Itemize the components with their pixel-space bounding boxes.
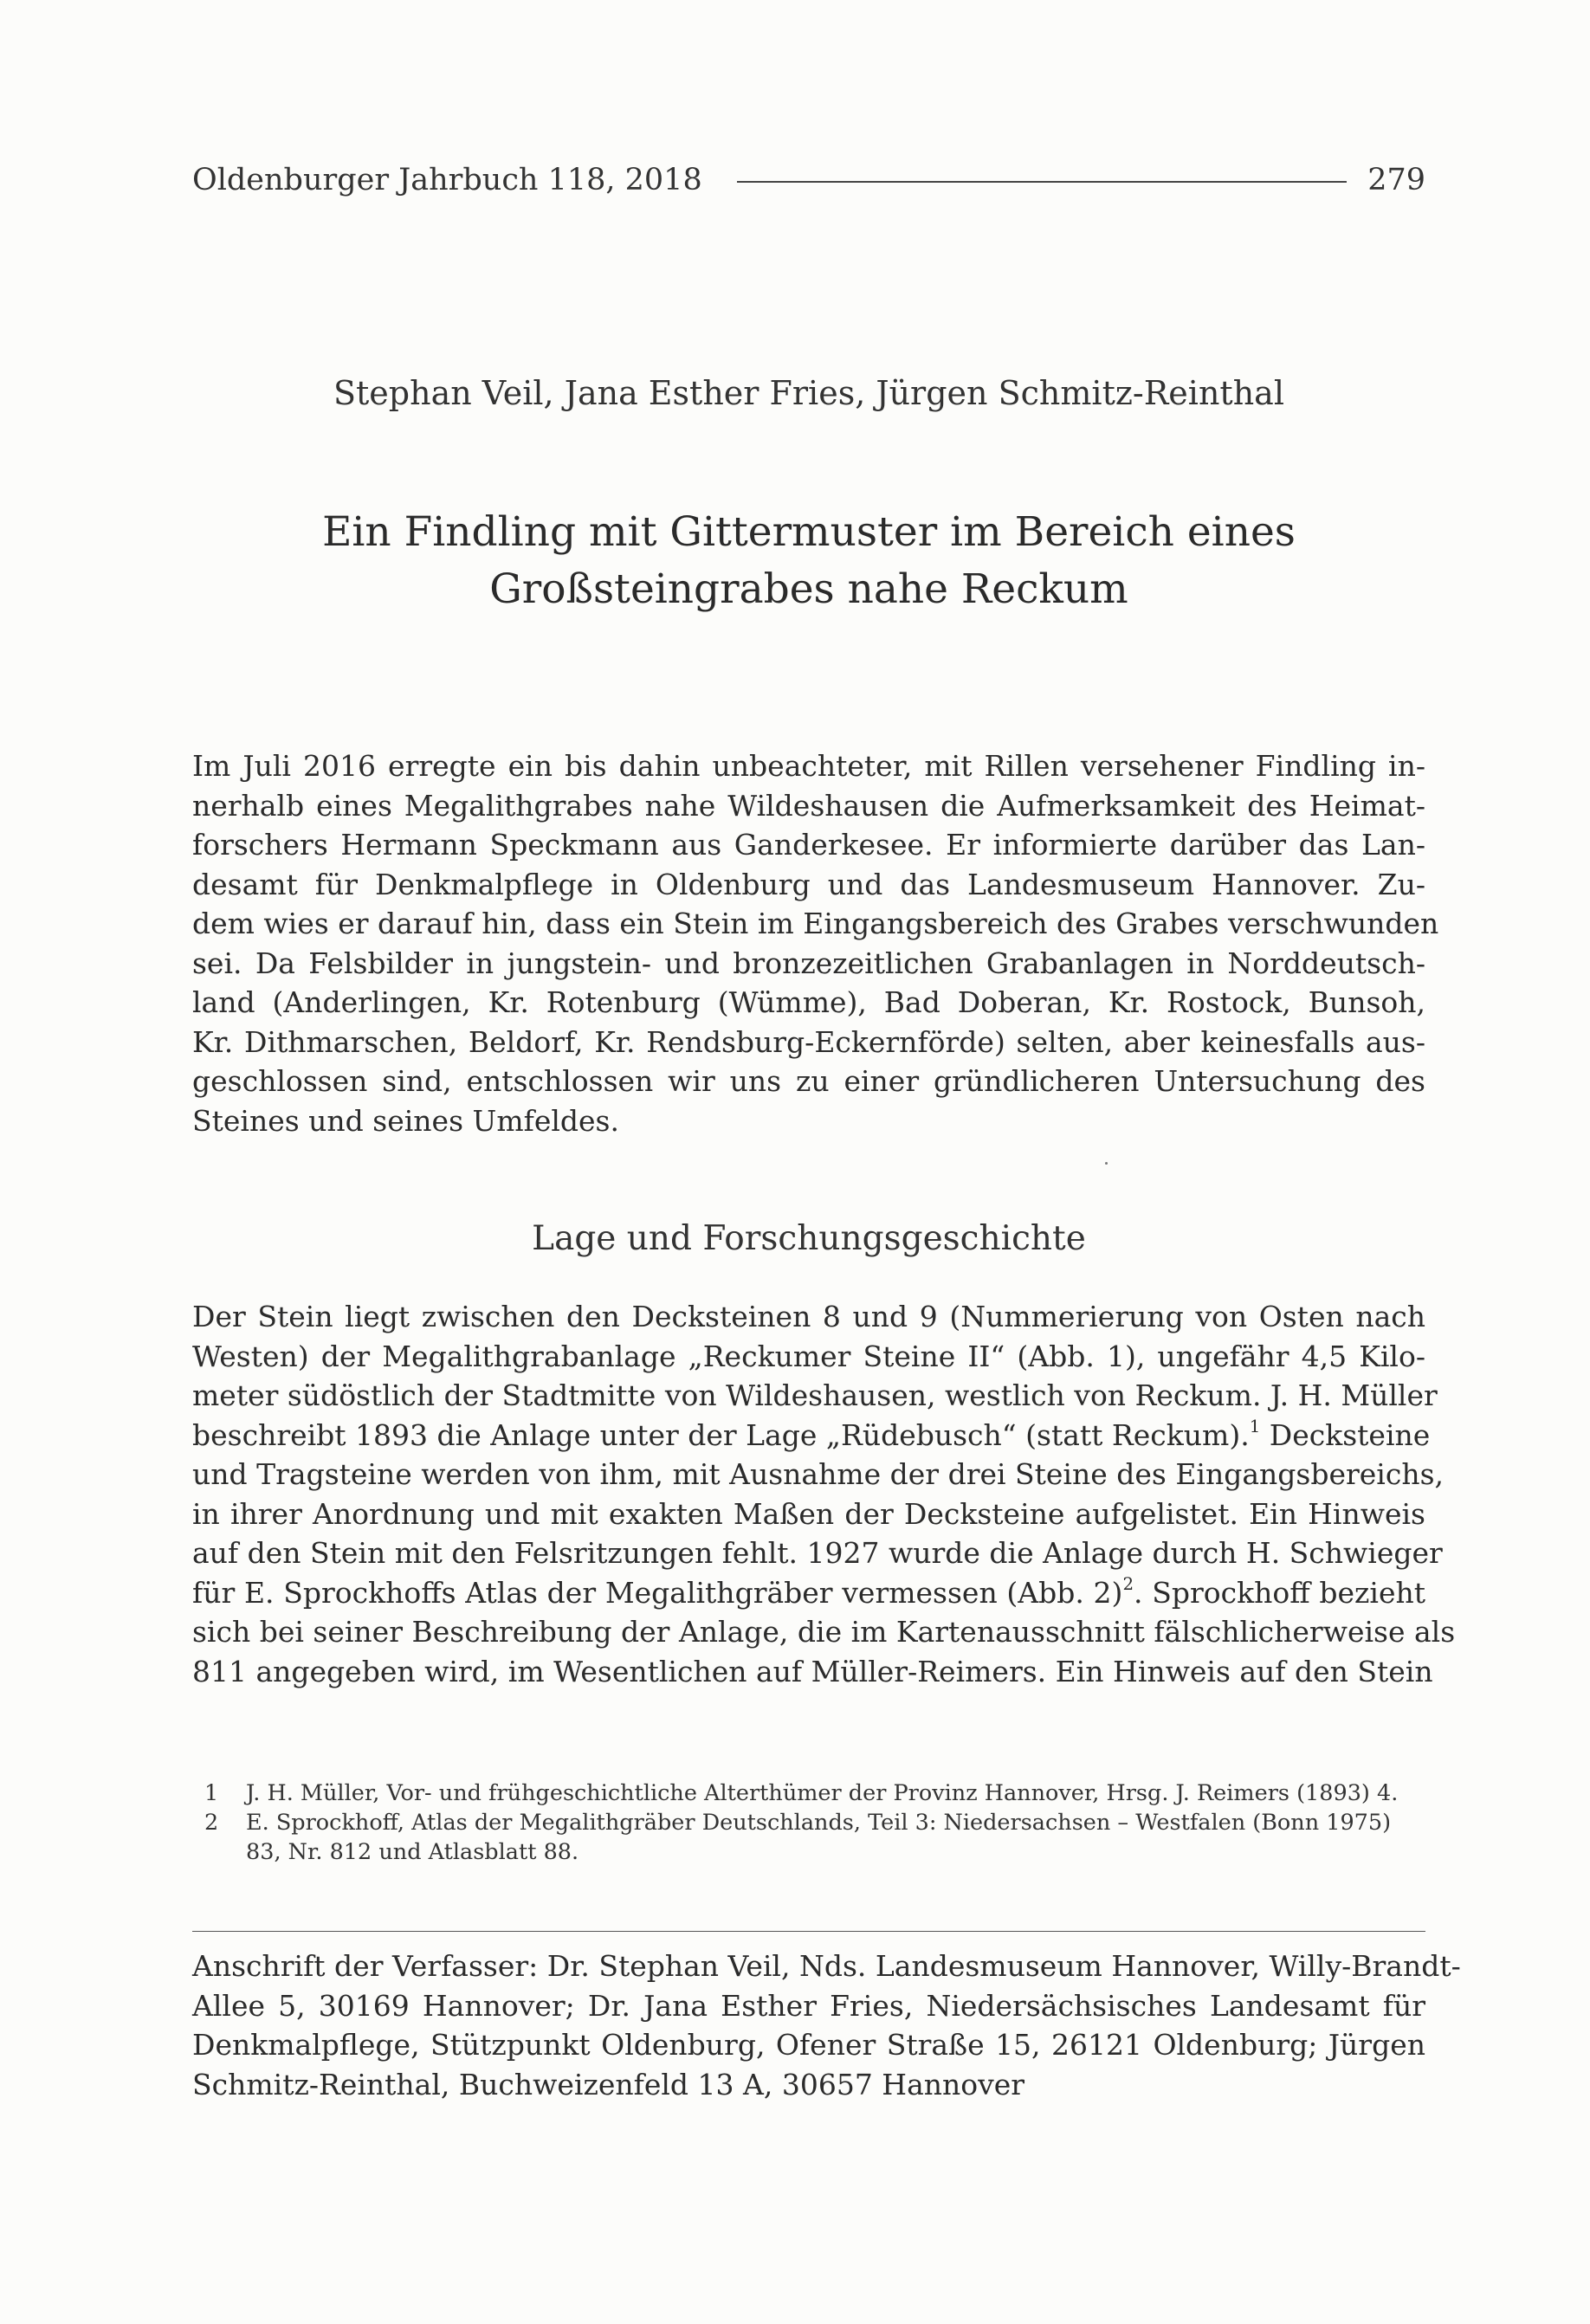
address-rule <box>192 1931 1425 1932</box>
running-header <box>192 154 1425 206</box>
footnote-ref-1: 1 <box>1249 1416 1261 1436</box>
intro-line: dem wies er darauf hin, dass ein Stein im Eingangsbereich des Grabes verschwunden <box>192 907 1439 940</box>
section-heading: Lage und Forschungsgeschichte <box>532 1219 1086 1258</box>
intro-line: forschers Hermann Speckmann aus Ganderkesee. Er informierte darüber das Lan- <box>192 828 1425 862</box>
body-line <box>192 1573 1425 1613</box>
body-line: sich bei seiner Beschreibung der Anlage, die im Kartenausschnitt fälschlicherweise als <box>192 1615 1456 1649</box>
address-line: Allee 5, 30169 Hannover; Dr. Jana Esther Fries, Niedersächsisches Landesamt für <box>192 1988 1425 2023</box>
footnote-2 <box>192 1808 1425 1867</box>
footnote-text: E. Sprockhoff, Atlas der Megalithgräber Deutschlands, Teil 3: Niedersachsen – Westfalen (Bonn 1975) 83, Nr. 812 und Atlasblatt 88. <box>246 1810 1392 1865</box>
body-line: und Tragsteine werden von ihm, mit Ausnahme der drei Steine des Eingangsbereichs, <box>192 1457 1445 1491</box>
body-text: für E. Sprockhoffs Atlas der Megalithgräber vermessen (Abb. 2) <box>192 1575 1123 1610</box>
journal-name: Oldenburger Jahrbuch 118, 2018 <box>192 163 702 197</box>
intro-line: geschlossen sind, entschlossen wir uns zu einer gründlicheren Untersuchung des <box>192 1064 1425 1098</box>
title-line-2: Großsteingrabes nahe Reckum <box>489 565 1128 613</box>
intro-line: Steines und seines Umfeldes. <box>192 1103 619 1138</box>
intro-line: Kr. Dithmarschen, Beldorf, Kr. Rendsburg-Eckernförde) selten, aber keinesfalls aus- <box>192 1024 1425 1059</box>
address-line: Anschrift der Verfasser: Dr. Stephan Veil, Nds. Landesmuseum Hannover, Willy-Brandt- <box>192 1949 1461 1983</box>
body-line: in ihrer Anordnung und mit exakten Maßen der Decksteine aufgelistet. Ein Hinweis <box>192 1496 1425 1531</box>
body-paragraph <box>192 1297 1456 1691</box>
body-line: auf den Stein mit den Felsritzungen fehlt. 1927 wurde die Anlage durch H. Schwieger <box>192 1536 1443 1570</box>
title-line-1: Ein Findling mit Gittermuster im Bereich eines <box>322 508 1296 556</box>
body-line <box>192 1416 1431 1456</box>
intro-line: Im Juli 2016 erregte ein bis dahin unbeachteter, mit Rillen versehener Findling in- <box>192 749 1425 783</box>
header-rule <box>737 181 1347 183</box>
article-authors: Stephan Veil, Jana Esther Fries, Jürgen Schmitz-Reinthal <box>333 374 1284 412</box>
intro-line: sei. Da Felsbilder in jungstein- und bronzezeitlichen Grabanlagen in Norddeutsch- <box>192 946 1425 980</box>
page-number: 279 <box>1367 163 1425 197</box>
body-line: meter südöstlich der Stadtmitte von Wildeshausen, westlich von Reckum. J. H. Müller <box>192 1378 1438 1412</box>
scan-speck <box>1105 1162 1108 1165</box>
intro-line: land (Anderlingen, Kr. Rotenburg (Wümme), Bad Doberan, Kr. Rostock, Bunsoh, <box>192 985 1425 1019</box>
address-line: Schmitz-Reinthal, Buchweizenfeld 13 A, 30657 Hannover <box>192 2067 1025 2101</box>
body-text: beschreibt 1893 die Anlage unter der Lage „Rüdebusch“ (statt Reckum). <box>192 1417 1250 1452</box>
article-title <box>192 504 1425 618</box>
author-address <box>192 1946 1461 2104</box>
footnote-text: J. H. Müller, Vor- und frühgeschichtliche Alterthümer der Provinz Hannover, Hrsg. J. Reimers (1893) 4. <box>246 1780 1399 1806</box>
body-line: Der Stein liegt zwischen den Decksteinen 8 und 9 (Nummerierung von Osten nach <box>192 1300 1425 1333</box>
footnote-1 <box>192 1779 1425 1808</box>
body-text: Decksteine <box>1260 1417 1431 1452</box>
body-line: 811 angegeben wird, im Wesentlichen auf Müller-Reimers. Ein Hinweis auf den Stein <box>192 1654 1433 1688</box>
footnotes <box>192 1779 1425 1867</box>
address-line: Denkmalpflege, Stützpunkt Oldenburg, Ofener Straße 15, 26121 Oldenburg; Jürgen <box>192 2028 1425 2062</box>
body-text: . Sprockhoff bezieht <box>1134 1575 1425 1610</box>
intro-line: nerhalb eines Megalithgrabes nahe Wildeshausen die Aufmerksamkeit des Heimat- <box>192 788 1425 823</box>
footnote-number: 1 <box>204 1780 219 1806</box>
intro-paragraph <box>192 746 1439 1140</box>
footnote-number: 2 <box>204 1810 219 1836</box>
intro-line: desamt für Denkmalpflege in Oldenburg und das Landesmuseum Hannover. Zu- <box>192 867 1425 901</box>
footnote-ref-2: 2 <box>1122 1573 1134 1594</box>
body-line: Westen) der Megalithgrabanlage „Reckumer Steine II“ (Abb. 1), ungefähr 4,5 Kilo- <box>192 1339 1425 1373</box>
